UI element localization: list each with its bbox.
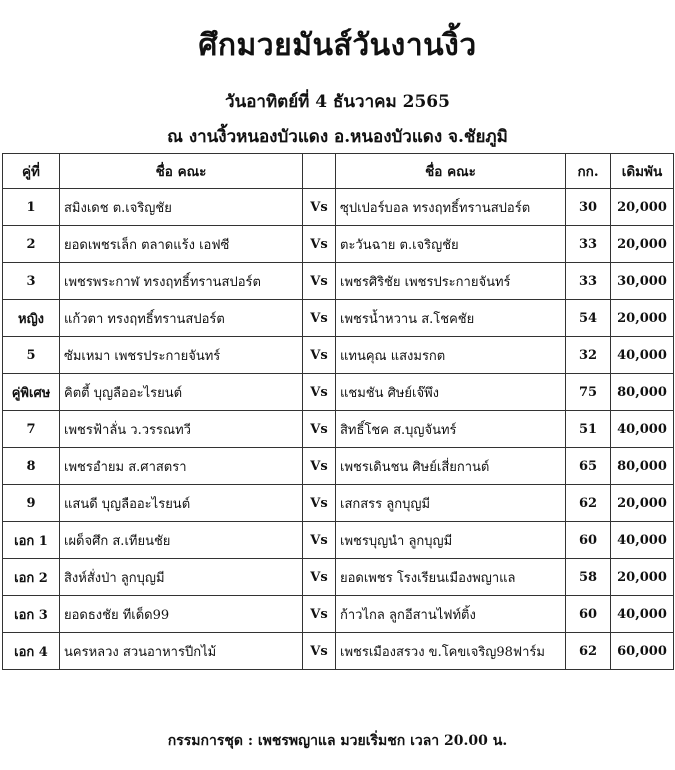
pair-number: หญิง: [3, 300, 60, 337]
weight-kg: 30: [566, 189, 611, 226]
fighter-red: นครหลวง สวนอาหารปีกไม้: [60, 633, 303, 670]
table-row: [3, 448, 674, 485]
pair-number: 5: [3, 337, 60, 374]
table-row: [3, 522, 674, 559]
fighter-blue: แทนคุณ แสงมรกต: [336, 337, 566, 374]
fighter-red: แก้วตา ทรงฤทธิ์ทรานสปอร์ต: [60, 300, 303, 337]
pair-number: 3: [3, 263, 60, 300]
bet-amount: 40,000: [611, 337, 674, 374]
versus-label: Vs: [303, 485, 336, 522]
column-header-pair: คู่ที่: [3, 154, 60, 189]
fight-card-table: [2, 153, 674, 670]
table-row: [3, 300, 674, 337]
table-row: [3, 559, 674, 596]
fighter-blue: เพชรเมืองสรวง ข.โคขเจริญ98ฟาร์ม: [336, 633, 566, 670]
weight-kg: 32: [566, 337, 611, 374]
fighter-red: ซัมเหมา เพชรประกายจันทร์: [60, 337, 303, 374]
pair-number: คู่พิเศษ: [3, 374, 60, 411]
table-row: [3, 596, 674, 633]
fighter-red: เผด็จศึก ส.เทียนชัย: [60, 522, 303, 559]
pair-number: 7: [3, 411, 60, 448]
versus-label: Vs: [303, 411, 336, 448]
versus-label: Vs: [303, 559, 336, 596]
pair-number: 2: [3, 226, 60, 263]
event-venue: ณ งานงิ้วหนองบัวแดง อ.หนองบัวแดง จ.ชัยภูมิ: [167, 127, 508, 147]
versus-label: Vs: [303, 633, 336, 670]
fighter-blue: แชมชัน ศิษย์เจ๊พึง: [336, 374, 566, 411]
column-header-bet: เดิมพัน: [611, 154, 674, 189]
column-header-weight: กก.: [566, 154, 611, 189]
fighter-blue: เพชรน้ำหวาน ส.โชคชัย: [336, 300, 566, 337]
fighter-blue: ตะวันฉาย ต.เจริญชัย: [336, 226, 566, 263]
event-date: วันอาทิตย์ที่ 4 ธันวาคม 2565: [225, 92, 450, 112]
fighter-red: สมิงเดช ต.เจริญชัย: [60, 189, 303, 226]
fighter-blue: ซุปเปอร์บอล ทรงฤทธิ์ทรานสปอร์ต: [336, 189, 566, 226]
fighter-red: แสนดี บุญลืออะไรยนต์: [60, 485, 303, 522]
bet-amount: 40,000: [611, 411, 674, 448]
pair-number: เอก 1: [3, 522, 60, 559]
table-row: [3, 226, 674, 263]
fighter-red: คิตตี้ บุญลืออะไรยนต์: [60, 374, 303, 411]
fighter-blue: เพชรเดินชน ศิษย์เสี่ยกานต์: [336, 448, 566, 485]
pair-number: 8: [3, 448, 60, 485]
table-row: [3, 485, 674, 522]
versus-label: Vs: [303, 263, 336, 300]
table-row: [3, 189, 674, 226]
bet-amount: 20,000: [611, 226, 674, 263]
bet-amount: 20,000: [611, 559, 674, 596]
pair-number: เอก 2: [3, 559, 60, 596]
fighter-blue: เพชรศิริชัย เพชรประกายจันทร์: [336, 263, 566, 300]
fighter-blue: สิทธิ์โชค ส.บุญจันทร์: [336, 411, 566, 448]
versus-label: Vs: [303, 189, 336, 226]
page-title: ศึกมวยมันส์วันงานงิ้ว: [198, 28, 477, 63]
table-row: [3, 633, 674, 670]
fighter-blue: เสกสรร ลูกบุญมี: [336, 485, 566, 522]
fighter-blue: ยอดเพชร โรงเรียนเมืองพญาแล: [336, 559, 566, 596]
bet-amount: 80,000: [611, 448, 674, 485]
bet-amount: 40,000: [611, 522, 674, 559]
fighter-blue: เพชรบุญนำ ลูกบุญมี: [336, 522, 566, 559]
weight-kg: 75: [566, 374, 611, 411]
weight-kg: 60: [566, 596, 611, 633]
weight-kg: 60: [566, 522, 611, 559]
bet-amount: 80,000: [611, 374, 674, 411]
weight-kg: 62: [566, 633, 611, 670]
pair-number: เอก 4: [3, 633, 60, 670]
weight-kg: 33: [566, 226, 611, 263]
versus-label: Vs: [303, 374, 336, 411]
bet-amount: 20,000: [611, 300, 674, 337]
pair-number: 1: [3, 189, 60, 226]
table-header-row: [3, 154, 674, 189]
table-row: [3, 263, 674, 300]
versus-label: Vs: [303, 596, 336, 633]
fighter-blue: ก้าวไกล ลูกอีสานไฟท์ติ้ง: [336, 596, 566, 633]
fighter-red: ยอดเพชรเล็ก ตลาดแร้ง เอฟซี: [60, 226, 303, 263]
versus-label: Vs: [303, 448, 336, 485]
fighter-red: สิงห์สั่งป่า ลูกบุญมี: [60, 559, 303, 596]
table-row: [3, 374, 674, 411]
table-row: [3, 337, 674, 374]
pair-number: 9: [3, 485, 60, 522]
weight-kg: 62: [566, 485, 611, 522]
versus-label: Vs: [303, 226, 336, 263]
column-header-vs: [303, 154, 336, 189]
column-header-camp2: ชื่อ คณะ: [336, 154, 566, 189]
fighter-red: ยอดธงชัย ทีเด็ด99: [60, 596, 303, 633]
bet-amount: 20,000: [611, 485, 674, 522]
bet-amount: 30,000: [611, 263, 674, 300]
bet-amount: 60,000: [611, 633, 674, 670]
referee-and-start-time: กรรมการชุด : เพชรพญาแล มวยเริ่มชก เวลา 20.00 น.: [167, 733, 508, 749]
pair-number: เอก 3: [3, 596, 60, 633]
weight-kg: 58: [566, 559, 611, 596]
weight-kg: 65: [566, 448, 611, 485]
versus-label: Vs: [303, 522, 336, 559]
fighter-red: เพชรพระกาฬ ทรงฤทธิ์ทรานสปอร์ต: [60, 263, 303, 300]
fighter-red: เพชรฟ้าลั่น ว.วรรณทวี: [60, 411, 303, 448]
bet-amount: 20,000: [611, 189, 674, 226]
weight-kg: 51: [566, 411, 611, 448]
versus-label: Vs: [303, 337, 336, 374]
fighter-red: เพชรอำยม ส.ศาสตรา: [60, 448, 303, 485]
bet-amount: 40,000: [611, 596, 674, 633]
versus-label: Vs: [303, 300, 336, 337]
weight-kg: 54: [566, 300, 611, 337]
column-header-camp1: ชื่อ คณะ: [60, 154, 303, 189]
table-row: [3, 411, 674, 448]
weight-kg: 33: [566, 263, 611, 300]
